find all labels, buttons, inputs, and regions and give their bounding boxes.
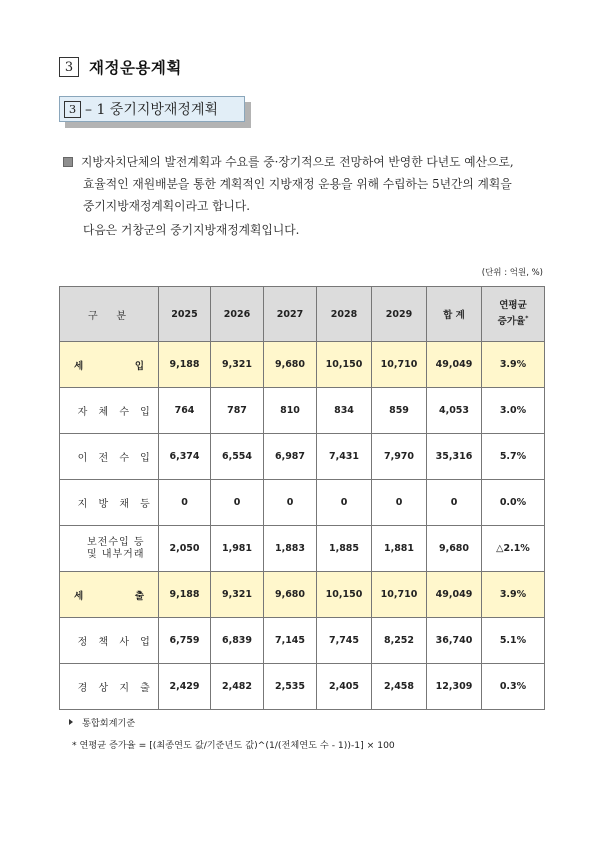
cell-value: 0	[317, 480, 372, 526]
cell-value: 859	[372, 388, 427, 434]
square-bullet-icon	[63, 157, 73, 167]
cell-total: 9,680	[427, 526, 482, 572]
cell-value: 6,839	[211, 618, 264, 664]
cell-value: 9,321	[211, 342, 264, 388]
cell-value: 10,710	[372, 342, 427, 388]
cell-value: 2,405	[317, 664, 372, 710]
cell-value: 2,458	[372, 664, 427, 710]
cell-value: 7,431	[317, 434, 372, 480]
table-row	[60, 480, 545, 526]
table-row-expenditure-total	[60, 572, 545, 618]
cell-value: 6,987	[264, 434, 317, 480]
subsection-title: – 1 중기지방재정계획	[85, 102, 218, 118]
cell-value: 1,881	[372, 526, 427, 572]
cell-growth: 3.9%	[482, 572, 545, 618]
row-label: 경 상 지 출	[74, 664, 159, 710]
cell-total: 4,053	[427, 388, 482, 434]
cell-value: 7,970	[372, 434, 427, 480]
row-label: 이 전 수 입	[74, 434, 159, 480]
description-paragraph	[63, 151, 557, 217]
table-header-row	[60, 287, 545, 342]
cell-value: 10,150	[317, 342, 372, 388]
cell-value: 0	[211, 480, 264, 526]
row-label: 자 체 수 입	[74, 388, 159, 434]
cell-value: 6,554	[211, 434, 264, 480]
row-label: 정 책 사 업	[74, 618, 159, 664]
cell-total: 36,740	[427, 618, 482, 664]
cell-value: 1,883	[264, 526, 317, 572]
table-row	[60, 664, 545, 710]
table-row	[60, 434, 545, 480]
table-row	[60, 618, 545, 664]
cell-growth: △2.1%	[482, 526, 545, 572]
cell-value: 9,680	[264, 342, 317, 388]
budget-plan-table	[59, 286, 545, 710]
row-label: 보전수입 등 및 내부거래	[74, 526, 159, 572]
table-row	[60, 388, 545, 434]
cell-value: 10,150	[317, 572, 372, 618]
cell-value: 9,188	[159, 572, 211, 618]
cell-value: 7,145	[264, 618, 317, 664]
cell-value: 2,429	[159, 664, 211, 710]
footnote-basis: 통합회계기준	[69, 715, 135, 729]
cell-value: 764	[159, 388, 211, 434]
cell-value: 810	[264, 388, 317, 434]
cell-total: 0	[427, 480, 482, 526]
triangle-bullet-icon	[69, 719, 73, 725]
header-year: 2028	[317, 287, 372, 342]
header-year: 2025	[159, 287, 211, 342]
header-total: 합 계	[427, 287, 482, 342]
cell-value: 2,482	[211, 664, 264, 710]
row-label: 지 방 채 등	[74, 480, 159, 526]
subsection-number-box: 3	[64, 101, 81, 118]
cell-value: 6,759	[159, 618, 211, 664]
cell-growth: 5.1%	[482, 618, 545, 664]
section-heading	[59, 55, 182, 79]
header-year: 2026	[211, 287, 264, 342]
cell-total: 35,316	[427, 434, 482, 480]
cell-value: 9,321	[211, 572, 264, 618]
header-year: 2029	[372, 287, 427, 342]
cell-value: 6,374	[159, 434, 211, 480]
cell-value: 1,885	[317, 526, 372, 572]
header-growth: 연평균 증가율*	[482, 287, 545, 342]
cell-value: 7,745	[317, 618, 372, 664]
paragraph-line: 지방자치단체의 발전계획과 수요를 중·장기적으로 전망하여 반영한 다년도 예산으로,	[81, 155, 514, 169]
subsection-box	[59, 96, 245, 122]
cell-growth: 0.3%	[482, 664, 545, 710]
paragraph-line: 효율적인 재원배분을 통한 계획적인 지방재정 운용을 위해 수립하는 5년간의 계획을	[83, 177, 512, 191]
cell-value: 9,680	[264, 572, 317, 618]
section-number-box: 3	[59, 57, 79, 77]
cell-value: 1,981	[211, 526, 264, 572]
unit-label: (단위 : 억원, %)	[481, 268, 543, 278]
cell-value: 2,535	[264, 664, 317, 710]
cell-value: 8,252	[372, 618, 427, 664]
cell-value: 2,050	[159, 526, 211, 572]
row-label: 세 출	[60, 572, 159, 618]
cell-growth: 0.0%	[482, 480, 545, 526]
header-year: 2027	[264, 287, 317, 342]
cell-value: 787	[211, 388, 264, 434]
cell-growth: 5.7%	[482, 434, 545, 480]
cell-value: 0	[159, 480, 211, 526]
footnote-formula: * 연평균 증가율 = [(최종연도 값/기준년도 값)^(1/(전체연도 수 - 1))-1] × 100	[72, 740, 395, 751]
header-category: 구 분	[60, 287, 159, 342]
cell-value: 9,188	[159, 342, 211, 388]
table-row-revenue-total	[60, 342, 545, 388]
table-row	[60, 526, 545, 572]
cell-total: 49,049	[427, 572, 482, 618]
cell-growth: 3.0%	[482, 388, 545, 434]
cell-value: 834	[317, 388, 372, 434]
cell-total: 49,049	[427, 342, 482, 388]
row-label: 세 입	[60, 342, 159, 388]
cell-total: 12,309	[427, 664, 482, 710]
intro-sentence: 다음은 거창군의 중기지방재정계획입니다.	[83, 223, 300, 237]
subsection-heading	[59, 96, 251, 128]
cell-value: 10,710	[372, 572, 427, 618]
cell-value: 0	[372, 480, 427, 526]
cell-value: 0	[264, 480, 317, 526]
cell-growth: 3.9%	[482, 342, 545, 388]
paragraph-line: 중기지방재정계획이라고 합니다.	[83, 199, 251, 213]
section-title: 재정운용계획	[89, 59, 182, 77]
